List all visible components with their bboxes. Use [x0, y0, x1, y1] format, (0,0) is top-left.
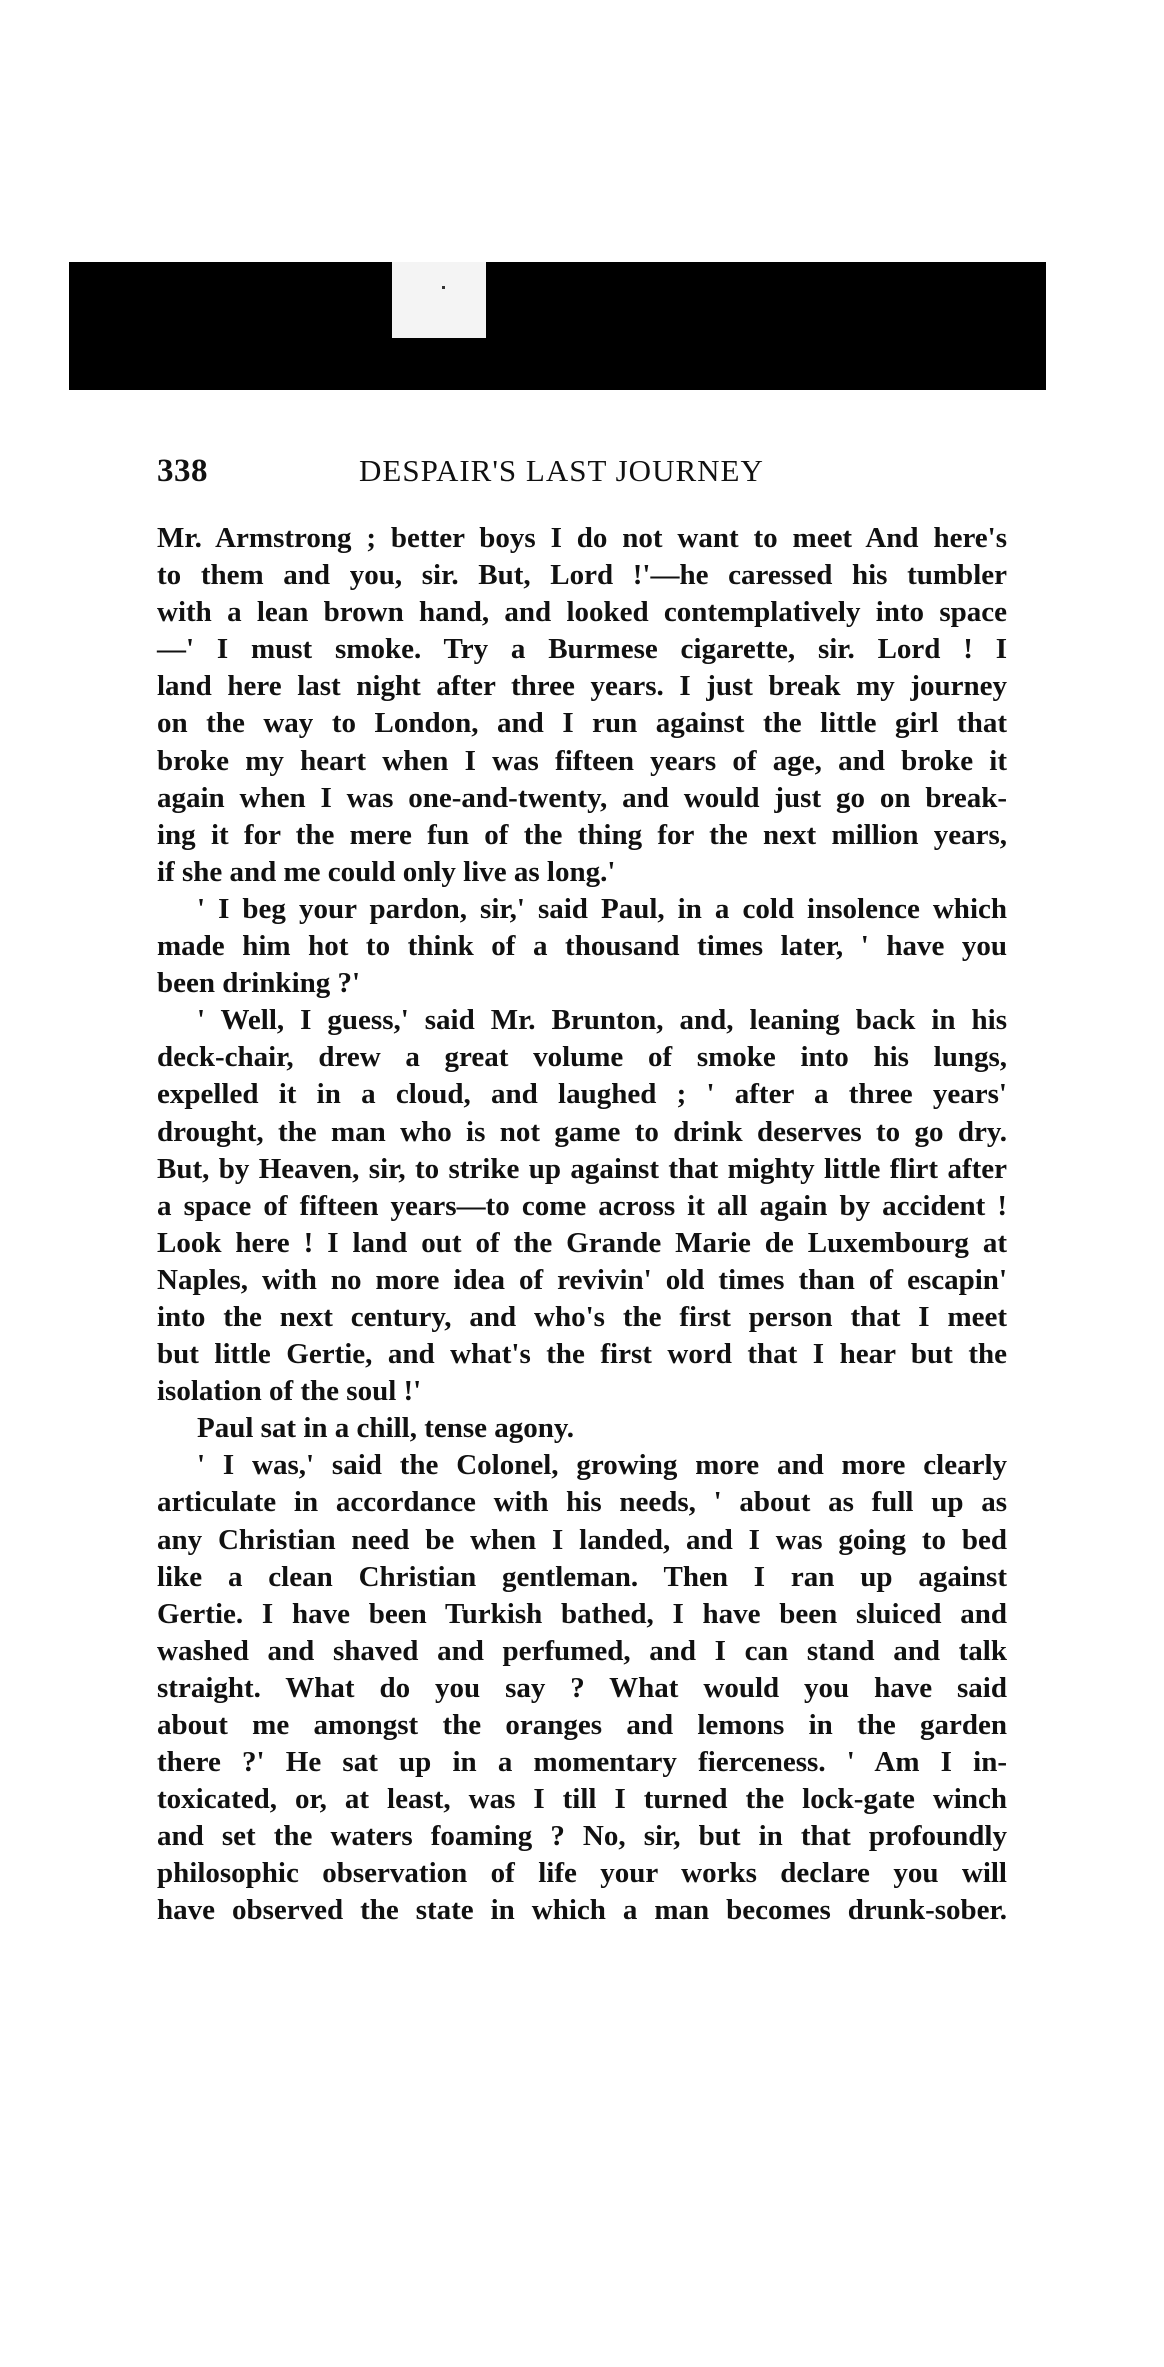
text-line: on the way to London, and I run against the little girl that: [157, 707, 1007, 740]
text-line: about me amongst the oranges and lemons in the garden: [157, 1709, 1007, 1741]
text-line: broke my heart when I was fifteen years of age, and broke it: [157, 744, 1007, 777]
text-line: Look here ! I land out of the Grande Marie de Luxembourg at: [157, 1226, 1007, 1259]
text-line: expelled it in a cloud, and laughed ; ' after a three years': [157, 1078, 1007, 1111]
text-line: with a lean brown hand, and looked contemplatively into space: [157, 596, 1007, 629]
text-line: —' I must smoke. Try a Burmese cigarette, sir. Lord ! I: [157, 633, 1007, 666]
text-line: Naples, with no more idea of revivin' old times than of escapin': [157, 1263, 1007, 1296]
text-line: Gertie. I have been Turkish bathed, I have been sluiced and: [157, 1597, 1007, 1630]
body-text: [157, 520, 1007, 1930]
text-line: made him hot to think of a thousand times later, ' have you: [157, 930, 1007, 963]
text-line: but little Gertie, and what's the first word that I hear but the: [157, 1338, 1007, 1371]
text-line: drought, the man who is not game to drink deserves to go dry.: [157, 1115, 1007, 1148]
text-line: Paul sat in a chill, tense agony.: [197, 1412, 575, 1445]
scan-white-tab: [392, 262, 486, 338]
text-line: toxicated, or, at least, was I till I turned the lock-gate winch: [157, 1783, 1007, 1816]
page-number: 338: [157, 453, 208, 489]
text-line: a space of fifteen years—to come across it all again by accident !: [157, 1189, 1007, 1222]
text-line: any Christian need be when I landed, and I was going to bed: [157, 1523, 1007, 1556]
text-line: ' I was,' said the Colonel, growing more and more clearly: [197, 1449, 1007, 1482]
text-line: like a clean Christian gentleman. Then I ran up against: [157, 1560, 1007, 1593]
text-line: deck-chair, drew a great volume of smoke into his lungs,: [157, 1041, 1007, 1074]
text-line: if she and me could only live as long.': [157, 855, 616, 888]
text-line: into the next century, and who's the first person that I meet: [157, 1300, 1007, 1333]
text-line: Mr. Armstrong ; better boys I do not want to meet And here's: [157, 522, 1007, 554]
text-line: again when I was one-and-twenty, and would just go on break-: [157, 781, 1007, 814]
running-head: [157, 453, 1007, 493]
text-line: have observed the state in which a man becomes drunk-sober.: [157, 1894, 1007, 1927]
text-line: straight. What do you say ? What would you have said: [157, 1671, 1007, 1704]
text-line: But, by Heaven, sir, to strike up against that mighty little flirt after: [157, 1152, 1007, 1185]
text-line: there ?' He sat up in a momentary fierceness. ' Am I in-: [157, 1746, 1007, 1779]
text-line: been drinking ?': [157, 967, 361, 1000]
text-line: washed and shaved and perfumed, and I can stand and talk: [157, 1634, 1007, 1667]
scan-black-band: [69, 262, 1046, 390]
text-line: ing it for the mere fun of the thing for the next million years,: [157, 818, 1007, 851]
text-line: ' I beg your pardon, sir,' said Paul, in a cold insolence which: [197, 892, 1007, 925]
text-line: to them and you, sir. But, Lord !'—he caressed his tumbler: [157, 559, 1007, 592]
text-line: articulate in accordance with his needs, ' about as full up as: [157, 1486, 1007, 1519]
text-line: and set the waters foaming ? No, sir, but in that profoundly: [157, 1820, 1007, 1853]
text-line: ' Well, I guess,' said Mr. Brunton, and, leaning back in his: [197, 1004, 1007, 1037]
text-line: philosophic observation of life your works declare you will: [157, 1857, 1007, 1890]
text-line: land here last night after three years. I just break my journey: [157, 670, 1007, 703]
running-title: DESPAIR'S LAST JOURNEY: [359, 453, 764, 488]
text-line: isolation of the soul !': [157, 1375, 422, 1408]
